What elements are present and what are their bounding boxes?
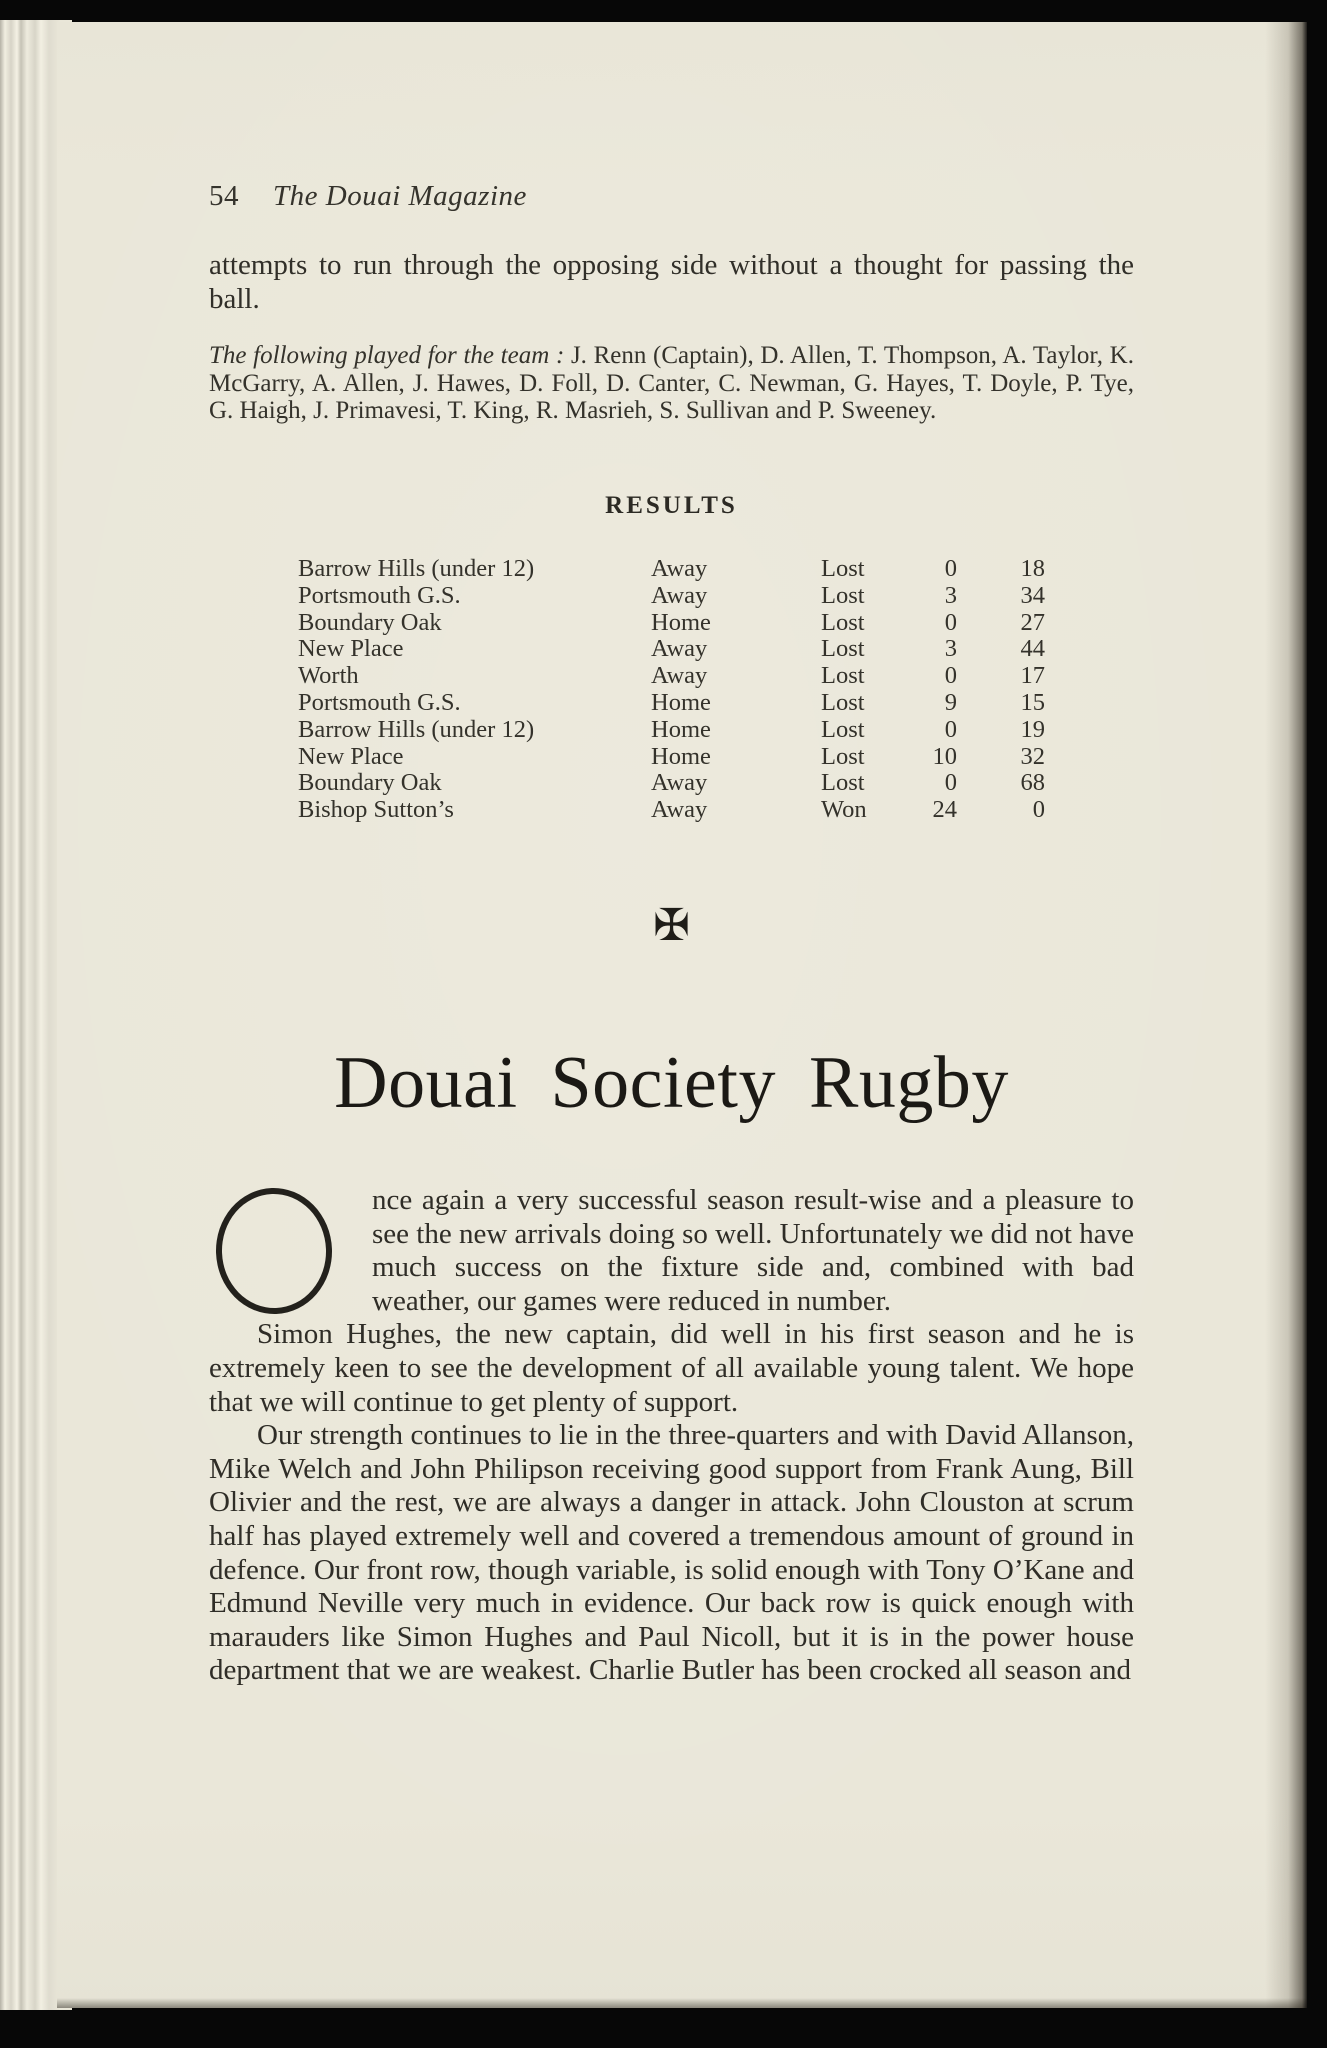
cell-points-against: 34 — [1020, 581, 1045, 609]
cell-points-against: 44 — [1020, 635, 1045, 663]
cell-opponent: Boundary Oak — [298, 608, 442, 636]
cell-points-for: 24 — [932, 796, 957, 824]
article-paragraph-1: nce again a very successful season result-wise and a pleasure to see the new arrivals doing so well. Unfortunately we did not have much success on the fixture side and, combined with bad weather, our games were reduced in number. — [372, 1184, 1134, 1317]
table-row — [298, 663, 1045, 690]
article-paragraph-2: Simon Hughes, the new captain, did well in his first season and he is extremely keen to see the development of all available young talent. We hope that we will continue to get plenty of support. — [209, 1318, 1134, 1418]
cell-opponent: Bishop Sutton’s — [298, 796, 454, 824]
cell-opponent: Barrow Hills (under 12) — [298, 715, 535, 743]
table-row — [298, 797, 1045, 824]
cell-opponent: Portsmouth G.S. — [298, 581, 461, 609]
magazine-title: The Douai Magazine — [273, 180, 527, 212]
cell-result: Lost — [821, 608, 865, 636]
team-list-players: J. Renn (Captain), D. Allen, T. Thompson, A. Taylor, K. McGarry, A. Allen, J. Hawes, D. Foll, D. Canter, C. Newman, G. Hayes, T. Doyle, P. Tye, G. Haigh, J. Primavesi, T. King, R. Masrieh, S. Sullivan and P. Sweeney. — [209, 342, 1134, 424]
table-row — [298, 636, 1045, 663]
article-title: Douai Society Rugby — [334, 1042, 1009, 1124]
cell-points-for: 0 — [944, 715, 957, 743]
cell-opponent: New Place — [298, 742, 404, 770]
cell-points-for: 9 — [944, 688, 957, 716]
cell-venue: Away — [651, 662, 708, 690]
cell-result: Lost — [821, 635, 865, 663]
cell-result: Lost — [821, 555, 865, 582]
cell-venue: Away — [651, 635, 708, 663]
table-row — [298, 583, 1045, 610]
cell-venue: Away — [651, 769, 708, 797]
results-table — [298, 556, 1045, 824]
cell-venue: Home — [651, 742, 711, 770]
cell-points-for: 0 — [944, 662, 957, 690]
cell-venue: Away — [651, 796, 708, 824]
table-row — [298, 690, 1045, 717]
cell-points-for: 3 — [944, 635, 957, 663]
cell-points-against: 0 — [1032, 796, 1045, 824]
article-paragraph-3: Our strength continues to lie in the three-quarters and with David Allanson, Mike Welch and John Philipson receiving good support from Frank Aung, Bill Olivier and the rest, we are always a danger in attack. John Clouston at scrum half has played extremely well and covered a tremendous amount of ground in defence. Our front row, though variable, is solid enough with Tony O’Kane and Edmund Neville very much in evidence. Our back row is quick enough with marauders like Simon Hughes and Paul Nicoll, but it is in the power house department that we are weakest. Charlie Butler has been crocked all season and — [209, 1419, 1134, 1687]
cell-points-for: 10 — [932, 742, 957, 770]
cell-venue: Away — [651, 581, 708, 609]
cell-points-for: 3 — [944, 581, 957, 609]
cell-points-against: 17 — [1020, 662, 1045, 690]
cell-result: Lost — [821, 688, 865, 716]
page-number: 54 — [209, 180, 239, 212]
table-row — [298, 744, 1045, 771]
magazine-page — [57, 22, 1307, 2008]
cell-result: Lost — [821, 715, 865, 743]
table-row — [298, 717, 1045, 744]
cell-points-against: 27 — [1020, 608, 1045, 636]
team-list-lead: The following played for the team : — [209, 342, 565, 369]
cell-result: Lost — [821, 742, 865, 770]
cell-points-against: 19 — [1020, 715, 1045, 743]
maltese-cross-icon: ✠ — [653, 900, 690, 951]
cell-points-against: 32 — [1020, 742, 1045, 770]
cell-result: Lost — [821, 662, 865, 690]
cell-points-against: 15 — [1020, 688, 1045, 716]
cell-result: Won — [821, 796, 867, 824]
cell-points-against: 68 — [1020, 769, 1045, 797]
cell-points-for: 0 — [944, 769, 957, 797]
cell-points-for: 0 — [944, 608, 957, 636]
cell-result: Lost — [821, 769, 865, 797]
results-heading: RESULTS — [605, 492, 738, 519]
table-row — [298, 610, 1045, 637]
cell-venue: Home — [651, 688, 711, 716]
cell-opponent: Worth — [298, 662, 359, 690]
team-list-paragraph — [209, 342, 1134, 425]
cell-opponent: Boundary Oak — [298, 769, 442, 797]
table-row — [298, 556, 1045, 583]
cell-points-for: 0 — [944, 555, 957, 582]
cell-venue: Home — [651, 608, 711, 636]
running-header — [209, 180, 1134, 213]
drop-cap-letter — [214, 1186, 334, 1316]
intro-paragraph: attempts to run through the opposing side without a thought for passing the ball. — [209, 249, 1134, 315]
cell-venue: Home — [651, 715, 711, 743]
cell-result: Lost — [821, 581, 865, 609]
cell-opponent: New Place — [298, 635, 404, 663]
cell-opponent: Barrow Hills (under 12) — [298, 555, 535, 582]
article-body — [209, 1184, 1134, 1688]
cell-points-against: 18 — [1020, 555, 1045, 582]
cell-venue: Away — [651, 555, 708, 582]
table-row — [298, 770, 1045, 797]
cell-opponent: Portsmouth G.S. — [298, 688, 461, 716]
